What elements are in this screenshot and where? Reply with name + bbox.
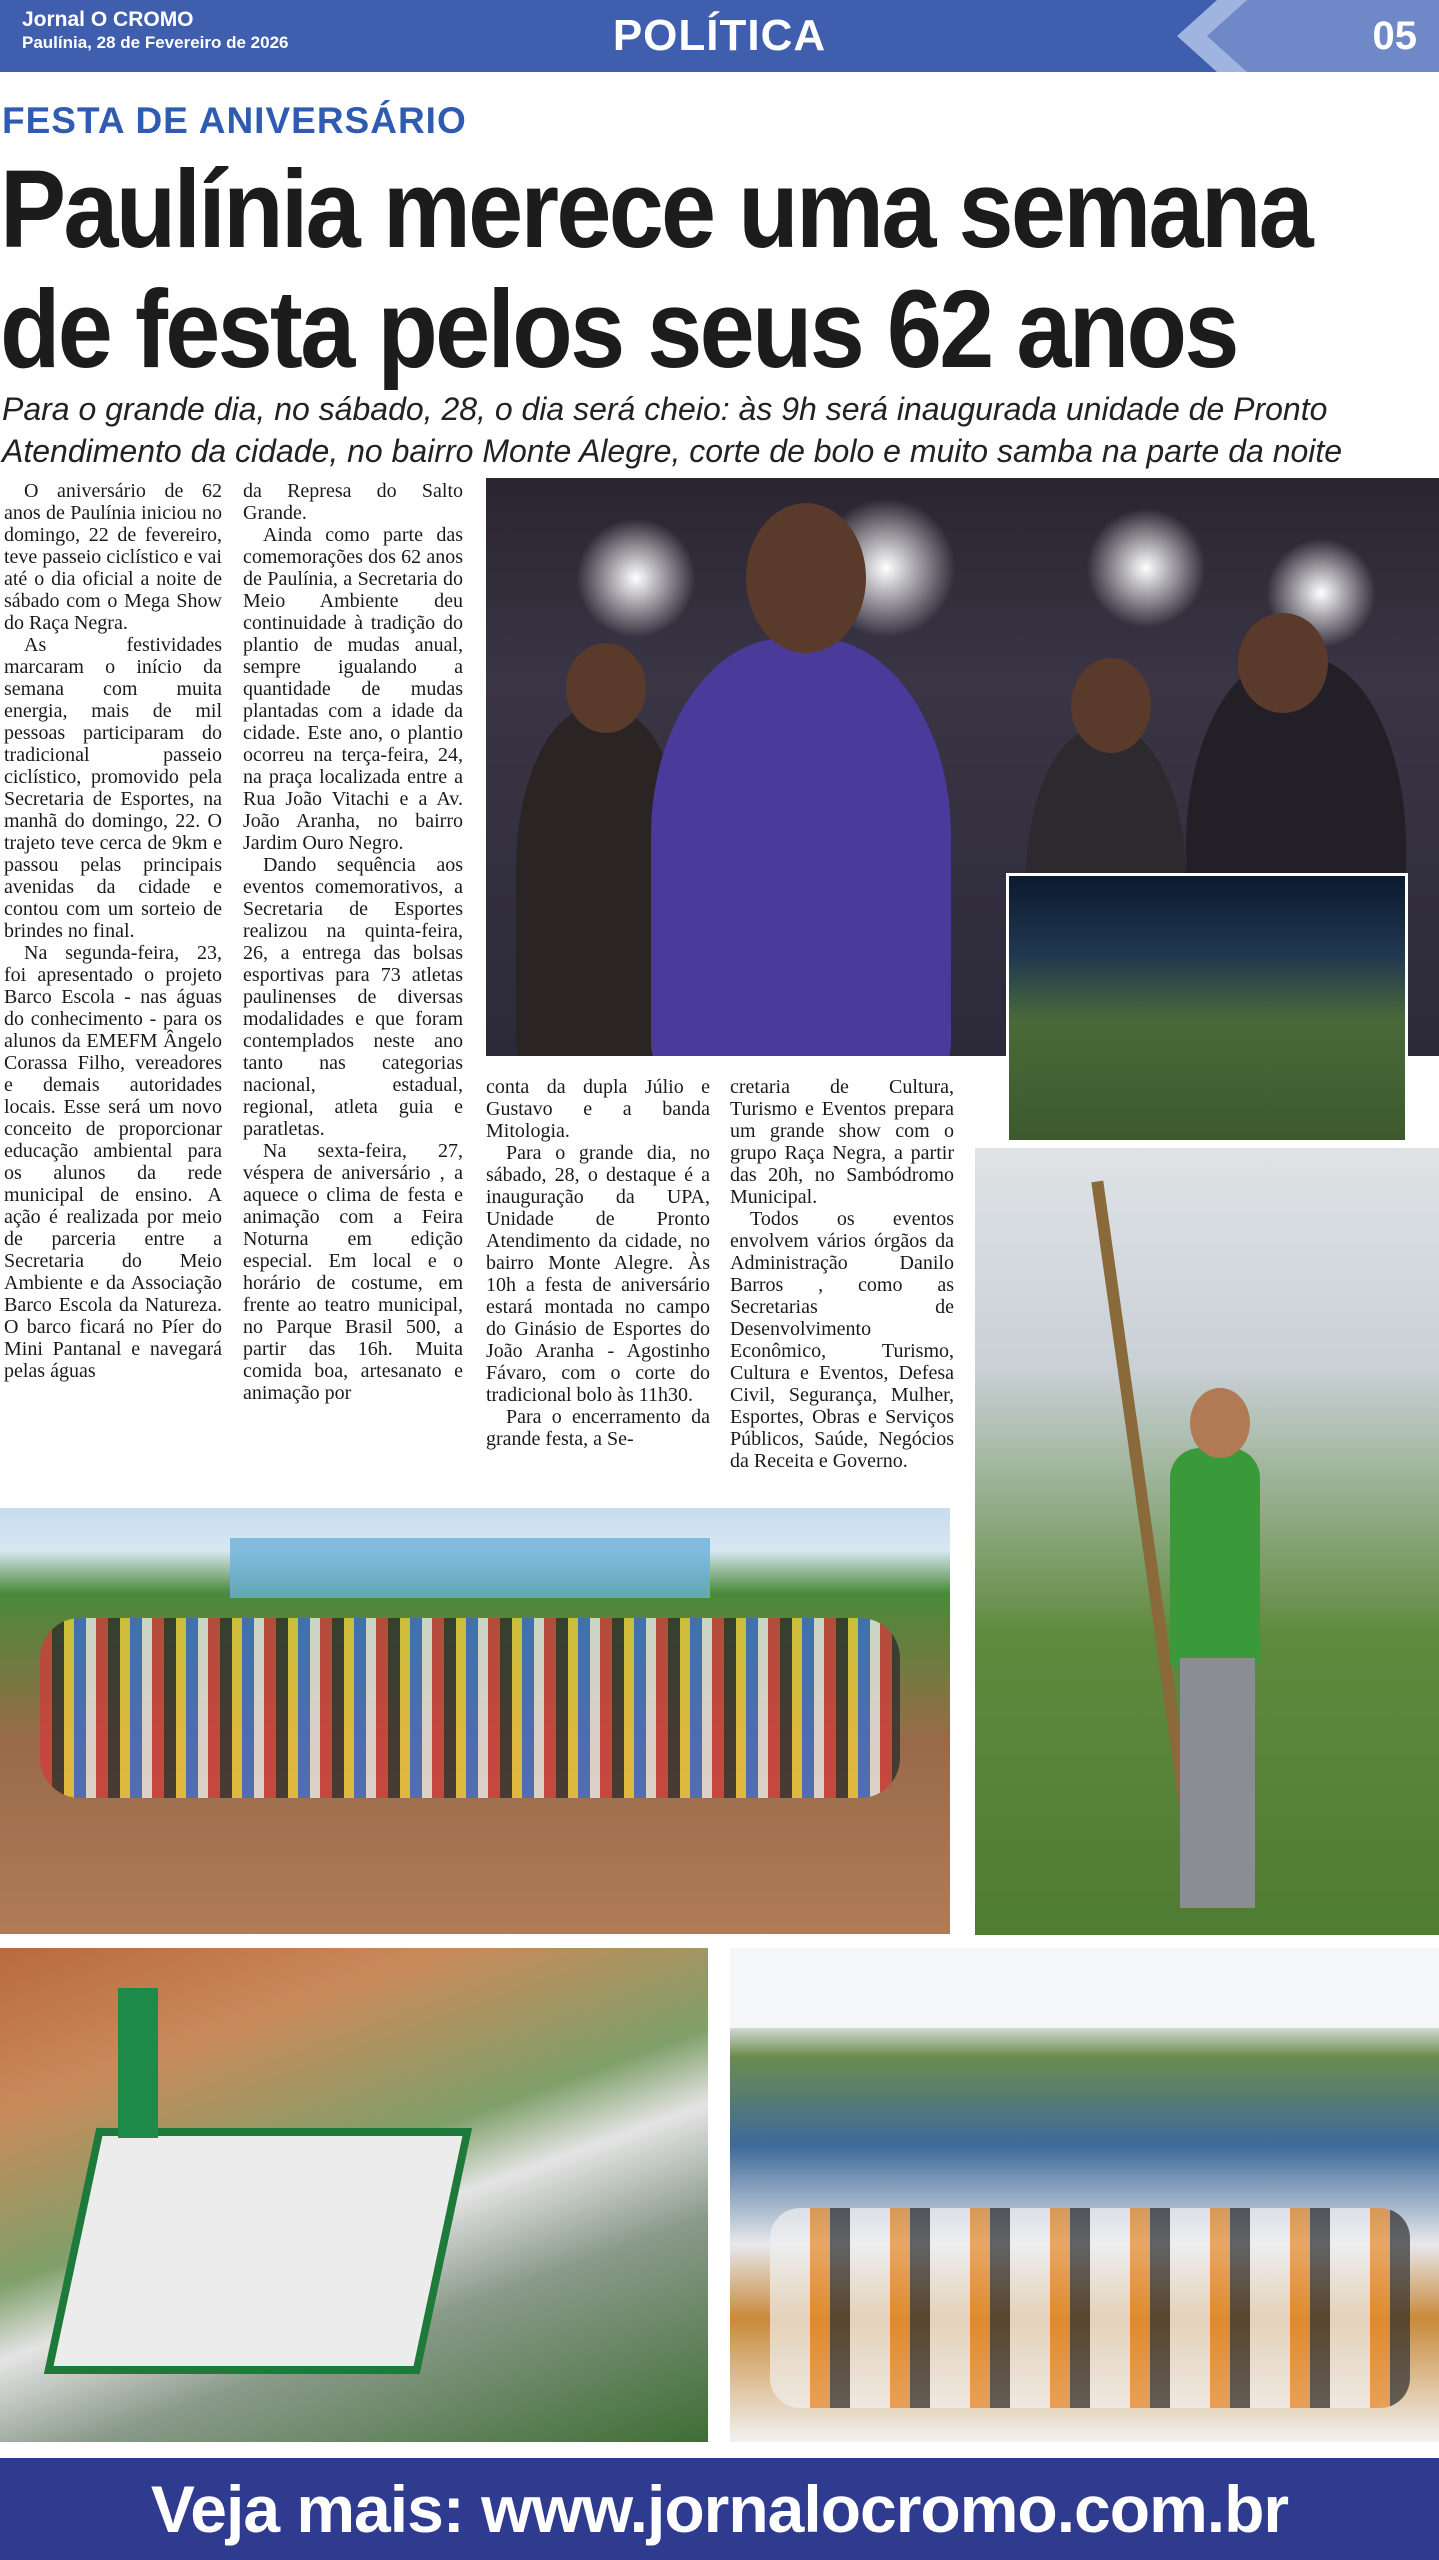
boat-school-photo bbox=[730, 1948, 1439, 2442]
tree-planting-photo bbox=[975, 1148, 1439, 1935]
paragraph: conta da dupla Júlio e Gustavo e a banda Mitologia. bbox=[486, 1076, 710, 1142]
paragraph: Todos os eventos envolvem vários órgãos da Administração Danilo Barros , como as Secretarias de Desenvolvimento Econômico, Turismo, Cultura e Eventos, Defesa Civil, Segurança, Mulher, Esportes, Obras e Serviços Públicos, Saúde, Negócios da Receita e Governo. bbox=[730, 1208, 954, 1472]
bike-ride-photo bbox=[0, 1508, 950, 1934]
building bbox=[230, 1538, 710, 1598]
boat-roof bbox=[730, 1948, 1439, 2028]
paragraph: Na segunda-feira, 23, foi apresentado o projeto Barco Escola - nas águas do conhecimento - para os alunos da EMEFM Ângelo Corassa Filho, vereadores e demais autoridades locais. Esse será um novo conceito de proporcionar educação ambiental para os alunos da rede municipal de ensino. A ação é realizada por meio de parceria entre a Secretaria do Meio Ambiente e da Associação Barco Escola da Natureza. O barco ficará no Píer do Mini Pantanal e navegará pelas águas bbox=[4, 942, 222, 1382]
text-column-3 bbox=[486, 1076, 710, 1450]
paragraph: Para o encerramento da grande festa, a Se- bbox=[486, 1406, 710, 1450]
subheadline: Para o grande dia, no sábado, 28, o dia será cheio: às 9h será inaugurada unidade de Pronto Atendimento da cidade, no bairro Monte Alegre, corte de bolo e muito samba na parte da noite bbox=[2, 391, 1343, 469]
paragraph: As festividades marcaram o início da semana com muita energia, mais de mil pessoas participaram do tradicional passeio ciclístico, promovido pela Secretaria de Esportes, na manhã do domingo, 22. O trajeto teve cerca de 9km e passou pelas principais avenidas da cidade e contou com um sorteio de brindes no final. bbox=[4, 634, 222, 942]
person-head bbox=[1190, 1388, 1250, 1458]
band-member-head bbox=[746, 503, 866, 653]
paragraph: Para o grande dia, no sábado, 28, o destaque é a inauguração da UPA, Unidade de Pronto Atendimento da cidade, no bairro Monte Alegre. Às 10h a festa de aniversário estará montada no campo do Ginásio de Esportes do João Aranha - Agostinho Fávaro, com o corte do tradicional bolo às 11h30. bbox=[486, 1142, 710, 1406]
stage-light bbox=[576, 518, 696, 638]
band-member bbox=[651, 638, 951, 1056]
water-tower bbox=[118, 1988, 158, 2138]
page-number: 05 bbox=[1372, 14, 1417, 58]
aerial-upa-photo bbox=[0, 1948, 708, 2442]
students-group bbox=[770, 2208, 1410, 2408]
text-column-4 bbox=[730, 1076, 954, 1472]
text-column-2 bbox=[243, 480, 463, 1404]
band-member-head bbox=[1071, 658, 1151, 753]
person-green-shirt bbox=[1170, 1448, 1260, 1668]
band-member-head bbox=[1238, 613, 1328, 713]
page-header bbox=[0, 0, 1439, 72]
paragraph: O aniversário de 62 anos de Paulínia iniciou no domingo, 22 de fevereiro, teve passeio ciclístico e vai até o dia oficial a noite de sábado com o Mega Show do Raça Negra. bbox=[4, 480, 222, 634]
section-title: POLÍTICA bbox=[612, 11, 827, 60]
paragraph: Ainda como parte das comemorações dos 62 anos de Paulínia, a Secretaria do Meio Ambiente deu continuidade à tradição do plantio de mudas anual, sempre igualando a quantidade de mudas plantadas com a idade da cidade. Este ano, o plantio ocorreu na terça-feira, 24, na praça localizada entre a Rua João Vitachi e a Av. João Aranha, no bairro Jardim Ouro Negro. bbox=[243, 524, 463, 854]
person-legs bbox=[1180, 1658, 1255, 1908]
band-member-head bbox=[566, 643, 646, 733]
headline bbox=[0, 148, 1312, 391]
kicker: FESTA DE ANIVERSÁRIO bbox=[2, 100, 467, 141]
cyclists-crowd bbox=[40, 1618, 900, 1798]
paper-name: Jornal O CROMO bbox=[22, 8, 194, 31]
headline-line-1: Paulínia merece uma semana bbox=[0, 148, 1312, 271]
upa-building bbox=[44, 2128, 472, 2374]
paragraph: Dando sequência aos eventos comemorativos, a Secretaria de Esportes realizou na quinta-feira, 26, a entrega das bolsas esportivas para 73 atletas paulinenses de diversas modalidades e que foram contemplados neste ano tanto nas categorias nacional, estadual, regional, atleta guia e paratletas. bbox=[243, 854, 463, 1140]
paragraph: da Represa do Salto Grande. bbox=[243, 480, 463, 524]
paragraph: cretaria de Cultura, Turismo e Eventos prepara um grande show com o grupo Raça Negra, a partir das 20h, no Sambódromo Municipal. bbox=[730, 1076, 954, 1208]
text-column-1 bbox=[4, 480, 222, 1382]
headline-line-2: de festa pelos seus 62 anos bbox=[0, 268, 1237, 391]
stage-light bbox=[1086, 508, 1206, 628]
website-link[interactable]: Veja mais: www.jornalocromo.com.br bbox=[150, 2472, 1289, 2546]
night-event-photo bbox=[1006, 873, 1408, 1143]
date-line: Paulínia, 28 de Fevereiro de 2026 bbox=[22, 33, 289, 52]
footer-banner bbox=[0, 2458, 1439, 2560]
paragraph: Na sexta-feira, 27, véspera de aniversário , a aquece o clima de festa e animação com a Feira Noturna em edição especial. Em local e o horário de costume, em frente ao teatro municipal, no Parque Brasil 500, a partir das 16h. Muita comida boa, artesanato e animação por bbox=[243, 1140, 463, 1404]
